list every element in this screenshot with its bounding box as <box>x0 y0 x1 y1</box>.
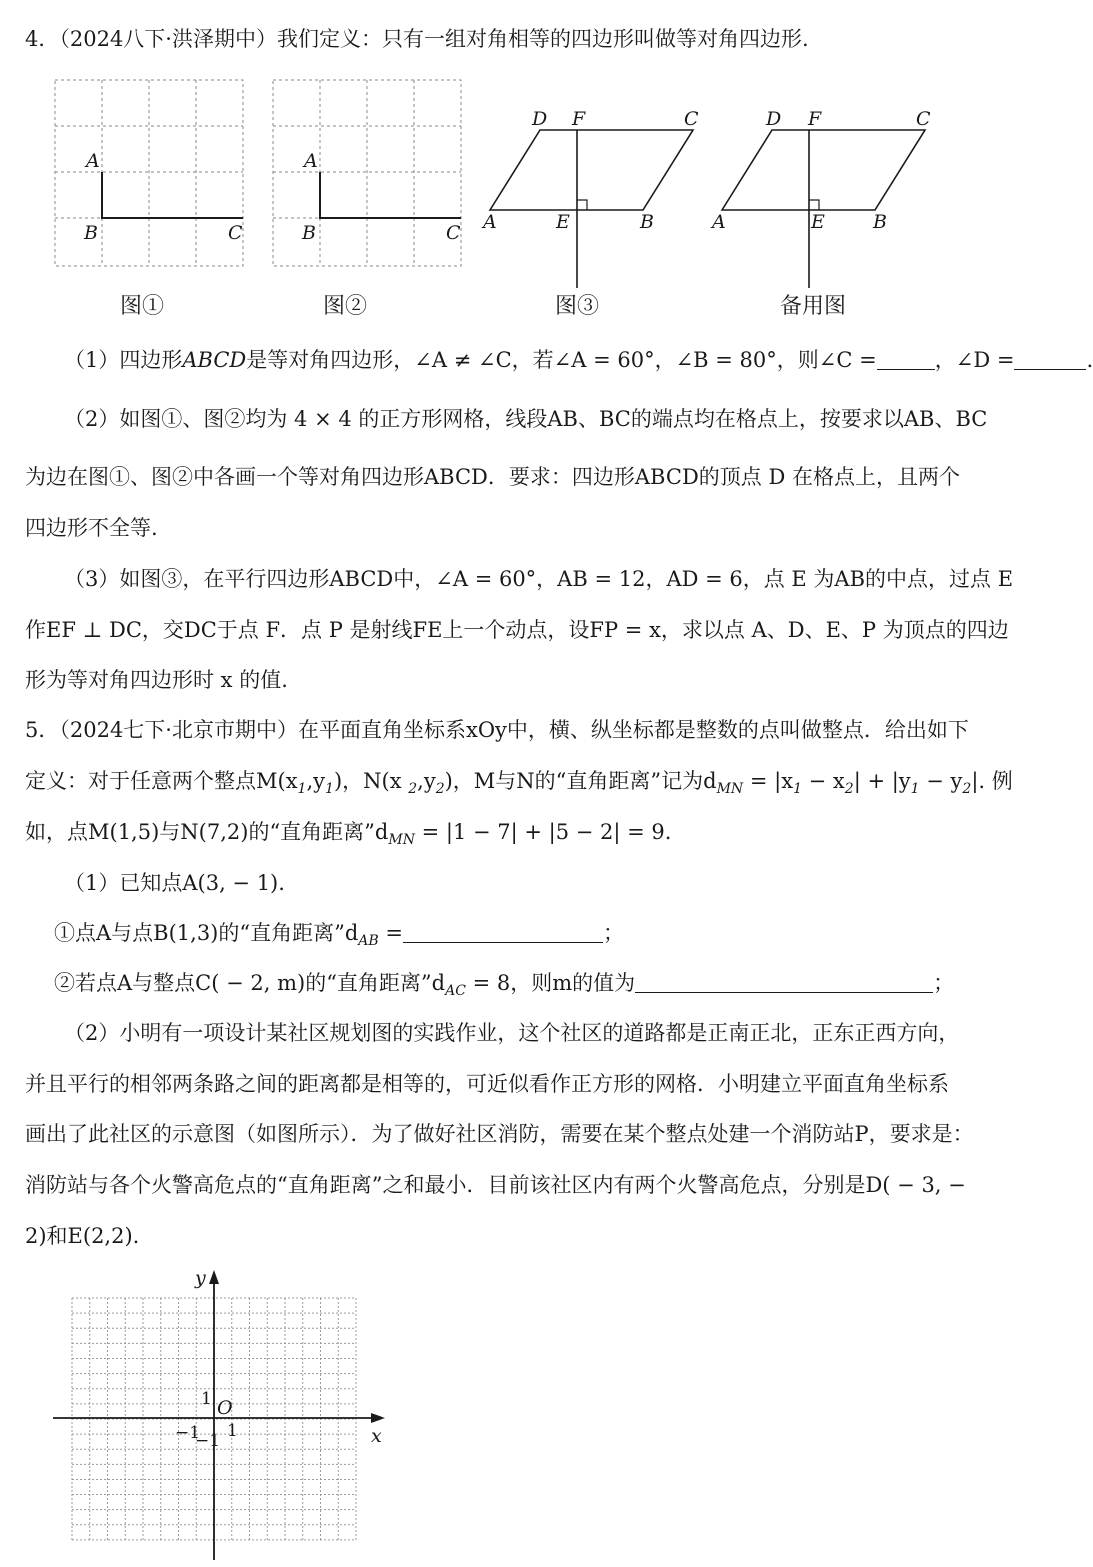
q5-part2-line3: 画出了此社区的示意图（如图所示）．为了做好社区消防，需要在某个整点处建一个消防站P，要求是： <box>25 1122 974 1146</box>
q4-header: 4．（2024八下·洪泽期中）我们定义：只有一组对角相等的四边形叫做等对角四边形. <box>25 27 809 51</box>
q5-header: 5．（2024七下·北京市期中）在平面直角坐标系xOy中，横、纵坐标都是整数的点叫做整点．给出如下 <box>25 718 969 742</box>
q5-example: 如，点M(1,5)与N(7,2)的“直角距离$”d_{MN} = |1 - 7| + |5 - 2| = 9$. <box>25 820 672 848</box>
figure-3-parallelogram <box>478 100 708 290</box>
q5-part2-line4: 消防站与各个火警高危点的“直角距离”之和最小．目前该社区内有两个火警高危点，分别是D( − 3, − <box>25 1173 966 1197</box>
fig4-label-e: E <box>811 211 825 233</box>
q5-part1-sub1: ①点A与点B(1,3)的“直角距离$”d_{AB}$ = ； <box>54 921 624 949</box>
fig4-caption: 备用图 <box>780 294 847 319</box>
fig4-label-d: D <box>766 108 782 130</box>
fig1-label-a: A <box>86 150 100 172</box>
q5-definition: 定义：对于任意两个整点$M(x_1,y_1)$，N(x $_2,y_2$)，M与N的“直角距离”记为$d_{MN} = |x_1 - x_2| + |y_1 - y_2|$. 例 <box>25 769 1013 797</box>
tick-y-1: 1 <box>201 1389 212 1409</box>
tick-x-neg1: −1 <box>175 1423 201 1443</box>
fig3-label-d: D <box>532 108 548 130</box>
fig3-label-f: F <box>572 108 586 130</box>
answer-blank-dab[interactable] <box>403 924 603 943</box>
q5-part2-line5: 2)和E(2,2). <box>25 1224 140 1248</box>
fig2-label-b: B <box>302 222 316 244</box>
figure-2-grid <box>268 75 468 270</box>
q4-part1: （1）四边形ABCD是等对角四边形，∠A ≠ ∠C，若∠A = 60°，∠B = 80°，则∠C = ，∠D = . <box>64 348 1093 372</box>
fig1-label-b: B <box>84 222 98 244</box>
fig4-label-f: F <box>808 108 822 130</box>
q5-part2-line1: （2）小明有一项设计某社区规划图的实践作业，这个社区的道路都是正南正北，正东正西方向， <box>64 1021 960 1045</box>
q4-part2-line1: （2）如图①、图②均为 4 × 4 的正方形网格，线段AB、BC的端点均在格点上，按要求以AB、BC <box>64 407 988 431</box>
fig3-label-c: C <box>684 108 699 130</box>
q4-part2-line3: 四边形不全等. <box>25 516 158 540</box>
fig1-caption: 图① <box>120 294 165 319</box>
answer-blank-m[interactable] <box>635 974 933 993</box>
q5-part1-sub2: ②若点A与整点C( − 2, m)的“直角距离$”d_{AC} = 8$，则m的值为 ； <box>54 971 955 999</box>
origin-label: O <box>217 1397 233 1419</box>
fig1-label-c: C <box>228 222 243 244</box>
fig4-label-c: C <box>916 108 931 130</box>
fig4-label-a: A <box>712 211 726 233</box>
figure-1-grid <box>50 75 250 270</box>
x-axis-label: x <box>371 1425 382 1447</box>
fig3-label-e: E <box>556 211 570 233</box>
q4-part3-line2: 作EF ⊥ DC，交DC于点 F．点 P 是射线FE上一个动点，设FP = x，求以点 A、D、E、P 为顶点的四边 <box>25 618 1009 642</box>
fig3-caption: 图③ <box>555 294 600 319</box>
fig2-label-a: A <box>304 150 318 172</box>
fig3-label-b: B <box>640 211 654 233</box>
fig2-label-c: C <box>446 222 461 244</box>
answer-blank-angle-d[interactable] <box>1014 351 1086 370</box>
coordinate-grid <box>45 1262 405 1562</box>
q4-part3-line3: 形为等对角四边形时 x 的值. <box>25 668 288 692</box>
q5-part2-line2: 并且平行的相邻两条路之间的距离都是相等的，可近似看作正方形的网格．小明建立平面直角坐标系 <box>25 1072 949 1096</box>
tick-x-1: 1 <box>227 1421 238 1441</box>
tick-y-neg1: −1 <box>195 1431 221 1451</box>
y-axis-label: y <box>195 1267 206 1289</box>
q4-part3-line1: （3）如图③，在平行四边形ABCD中，∠A = 60°，AB = 12，AD = 6，点 E 为AB的中点，过点 E <box>64 567 1014 591</box>
q4-part2-line2: 为边在图①、图②中各画一个等对角四边形ABCD．要求：四边形ABCD的顶点 D 在格点上，且两个 <box>25 465 960 489</box>
figure-backup-parallelogram <box>710 100 940 290</box>
fig2-caption: 图② <box>323 294 368 319</box>
q5-part1: （1）已知点A(3, − 1). <box>64 871 285 895</box>
fig4-label-b: B <box>873 211 887 233</box>
fig3-label-a: A <box>483 211 497 233</box>
answer-blank-angle-c[interactable] <box>877 351 935 370</box>
